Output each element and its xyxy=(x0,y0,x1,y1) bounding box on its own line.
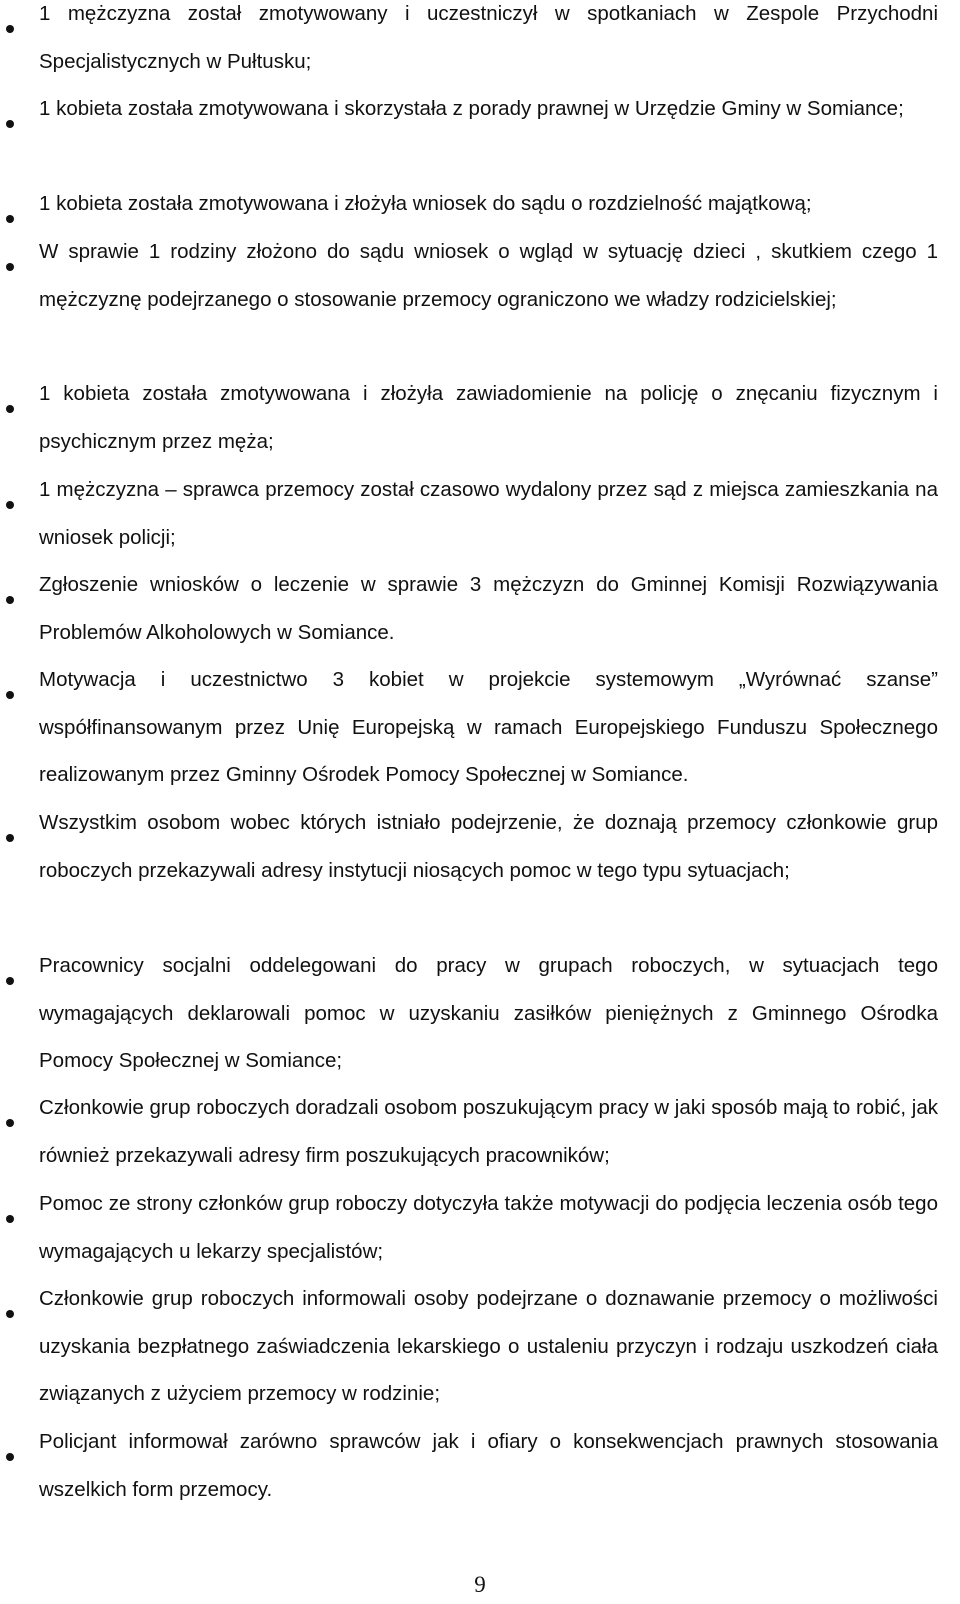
bullet-icon xyxy=(6,691,14,699)
list-item-text: Wszystkim osobom wobec których istniało podejrzenie, że doznają przemocy członkowie grup roboczych przekazywali adresy instytucji niosących pomoc w tego typu sytuacjach; xyxy=(39,811,938,882)
bullet-icon xyxy=(6,405,14,413)
list-item-text: Członkowie grup roboczych informowali osoby podejrzane o doznawanie przemocy o możliwości uzyskania bezpłatnego zaświadczenia lekarskiego o ustaleniu przyczyn i rodzaju uszkodzeń ciała związanych z użyciem przemocy w rodzinie; xyxy=(39,1287,938,1406)
list-item-text: Członkowie grup roboczych doradzali osobom poszukującym pracy w jaki sposób mają to robić, jak również przekazywali adresy firm poszukujących pracowników; xyxy=(39,1096,938,1167)
bullet-icon xyxy=(6,1310,14,1318)
list-item-text: Pomoc ze strony członków grup roboczy dotyczyła także motywacji do podjęcia leczenia osób tego wymagających u lekarzy specjalistów; xyxy=(39,1192,938,1263)
bullet-icon xyxy=(6,120,14,128)
list-item-text: Pracownicy socjalni oddelegowani do pracy w grupach roboczych, w sytuacjach tego wymagających deklarowali pomoc w uzyskaniu zasiłków pieniężnych z Gminnego Ośrodka Pomocy Społecznej w Somiance; xyxy=(39,954,938,1073)
list-item-text: Zgłoszenie wniosków o leczenie w sprawie 3 mężczyzn do Gminnej Komisji Rozwiązywania Problemów Alkoholowych w Somiance. xyxy=(39,573,938,644)
bullet-icon xyxy=(6,1215,14,1223)
list-item-text: 1 mężczyzna – sprawca przemocy został czasowo wydalony przez sąd z miejsca zamieszkania na wniosek policji; xyxy=(39,478,938,549)
bullet-icon xyxy=(6,215,14,223)
bullet-icon xyxy=(6,977,14,985)
list-item-text: 1 mężczyzna został zmotywowany i uczestniczył w spotkaniach w Zespole Przychodni Specjalistycznych w Pułtusku; xyxy=(39,2,938,73)
bullet-icon xyxy=(6,1119,14,1127)
list-item-text: 1 kobieta została zmotywowana i złożyła zawiadomienie na policję o znęcaniu fizycznym i psychicznym przez męża; xyxy=(39,382,938,453)
list-item-text: W sprawie 1 rodziny złożono do sądu wniosek o wgląd w sytuację dzieci , skutkiem czego 1 mężczyznę podejrzanego o stosowanie przemocy ograniczono we władzy rodzicielskiej; xyxy=(39,240,938,311)
bullet-icon xyxy=(6,1453,14,1461)
bullet-icon xyxy=(6,25,14,33)
bullet-icon xyxy=(6,263,14,271)
list-item-text: Policjant informował zarówno sprawców jak i ofiary o konsekwencjach prawnych stosowania wszelkich form przemocy. xyxy=(39,1430,938,1501)
bullet-icon xyxy=(6,834,14,842)
bullet-icon xyxy=(6,501,14,509)
bullet-icon xyxy=(6,596,14,604)
list-item-text: 1 kobieta została zmotywowana i złożyła wniosek do sądu o rozdzielność majątkową; xyxy=(39,192,812,215)
page-number: 9 xyxy=(474,1572,486,1597)
list-item-text: Motywacja i uczestnictwo 3 kobiet w projekcie systemowym „Wyrównać szanse” współfinansowanym przez Unię Europejską w ramach Europejskiego Funduszu Społecznego realizowanym przez Gminny Ośrodek Pomocy Społecznej w Somiance. xyxy=(39,668,938,787)
list-item-text: 1 kobieta została zmotywowana i skorzystała z porady prawnej w Urzędzie Gminy w Somiance; xyxy=(39,97,904,120)
